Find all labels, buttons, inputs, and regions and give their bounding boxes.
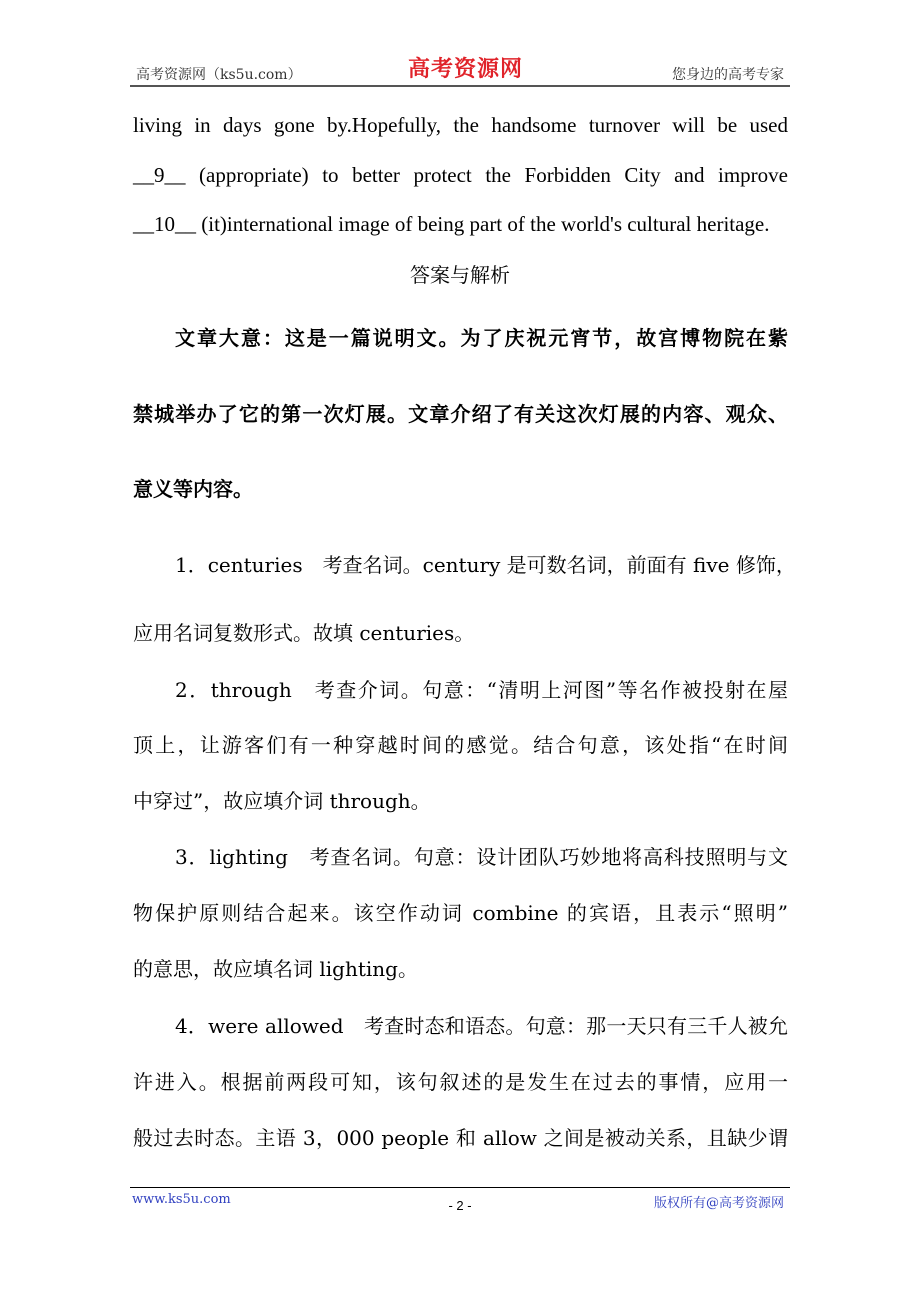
answer-line: 的意思，故应填名词 lighting。 [133,957,418,981]
footer-rule [130,1187,790,1188]
answer-line: 2．through 考查介词。句意：“清明上河图”等名作被投射在屋 [175,678,788,702]
text-line: __9__ (appropriate) to better protect the Forbidden City and improve [133,163,788,187]
answer-line: 应用名词复数形式。故填 centuries。 [133,621,475,645]
answer-line: 顶上，让游客们有一种穿越时间的感觉。结合句意，该处指“在时间 [133,733,788,757]
site-logo: 高考资源网 [408,56,524,82]
text-line: __10__ (it)international image of being part of the world's cultural heritage. [133,212,770,236]
answer-line: 中穿过”，故应填介词 through。 [133,789,431,813]
answer-line: 般过去时态。主语 3，000 people 和 allow 之间是被动关系，且缺少谓 [133,1126,788,1150]
header-slogan: 您身边的高考专家 [672,67,784,83]
summary-line: 禁城举办了它的第一次灯展。文章介绍了有关这次灯展的内容、观众、 [133,402,788,426]
header-site-name: 高考资源网（ks5u.com） [136,67,302,83]
page-number: - 2 - [448,1198,472,1213]
summary-line: 意义等内容。 [133,477,253,501]
footer-url[interactable]: www.ks5u.com [132,1192,231,1207]
text-line: living in days gone by.Hopefully, the handsome turnover will be used [133,113,788,137]
summary-line: 文章大意：这是一篇说明文。为了庆祝元宵节，故宫博物院在紫 [175,326,788,350]
answer-line: 物保护原则结合起来。该空作动词 combine 的宾语，且表示“照明” [133,901,788,925]
header-rule [130,85,790,87]
answer-line: 3．lighting 考查名词。句意：设计团队巧妙地将高科技照明与文 [175,845,788,869]
answer-line: 1．centuries 考查名词。century 是可数名词，前面有 five 修饰， [175,553,796,577]
answer-line: 4．were allowed 考查时态和语态。句意：那一天只有三千人被允 [175,1014,788,1038]
section-title: 答案与解析 [410,263,510,287]
answer-line: 许进入。根据前两段可知，该句叙述的是发生在过去的事情，应用一 [133,1070,788,1094]
footer-copyright: 版权所有@高考资源网 [653,1196,784,1211]
